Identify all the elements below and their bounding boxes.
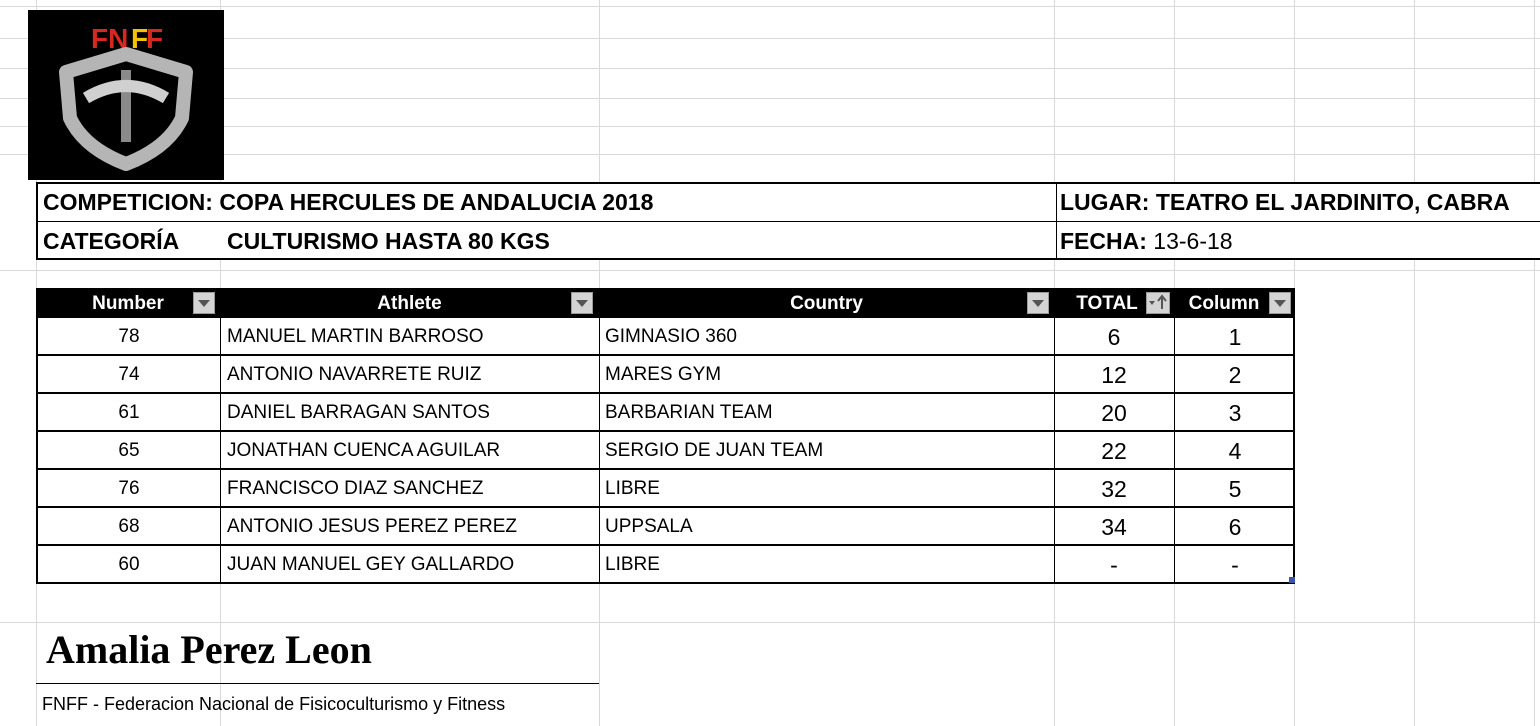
- cell-total[interactable]: 12: [1101, 362, 1127, 388]
- cell-total[interactable]: -: [1110, 552, 1118, 578]
- fecha-label: FECHA:: [1060, 228, 1147, 254]
- table-row[interactable]: [38, 508, 1293, 546]
- column-header-country-label: Country: [790, 293, 863, 314]
- svg-text:F: F: [131, 23, 149, 54]
- fnff-logo: [28, 10, 224, 180]
- cell-athlete[interactable]: MANUEL MARTIN BARROSO: [227, 326, 484, 347]
- table-body: [36, 318, 1295, 584]
- svg-text:F: F: [146, 23, 164, 54]
- filter-dropdown-icon[interactable]: [1027, 292, 1049, 314]
- competition-line: [43, 189, 653, 216]
- lugar-value: TEATRO EL JARDINITO, CABRA: [1155, 189, 1510, 215]
- cell-country[interactable]: GIMNASIO 360: [605, 326, 737, 347]
- cell-athlete[interactable]: FRANCISCO DIAZ SANCHEZ: [227, 478, 484, 499]
- competicion-label: COMPETICION:: [43, 189, 213, 215]
- cell-column[interactable]: 2: [1228, 362, 1242, 388]
- filter-dropdown-icon[interactable]: [1269, 292, 1291, 314]
- cell-country[interactable]: UPPSALA: [605, 516, 693, 537]
- cell-total[interactable]: 6: [1107, 324, 1121, 350]
- column-header-number-label: Number: [92, 293, 164, 314]
- cell-column[interactable]: 1: [1228, 324, 1242, 350]
- table-row[interactable]: [38, 318, 1293, 356]
- fecha-value: 13-6-18: [1153, 228, 1233, 254]
- table-header: [36, 288, 1295, 318]
- table-row[interactable]: [38, 546, 1293, 584]
- cell-number[interactable]: 68: [118, 516, 140, 537]
- column-header-column[interactable]: [1174, 288, 1274, 318]
- cell-athlete[interactable]: JONATHAN CUENCA AGUILAR: [227, 440, 501, 461]
- cell-athlete[interactable]: ANTONIO NAVARRETE RUIZ: [227, 364, 482, 385]
- cell-total[interactable]: 22: [1101, 438, 1127, 464]
- cell-athlete[interactable]: DANIEL BARRAGAN SANTOS: [227, 402, 490, 423]
- cell-column[interactable]: 5: [1228, 476, 1242, 502]
- cell-total[interactable]: 32: [1101, 476, 1127, 502]
- federation-name: FNFF - Federacion Nacional de Fisicoculturismo y Fitness: [42, 694, 506, 714]
- competicion-value: COPA HERCULES DE ANDALUCIA 2018: [219, 189, 654, 215]
- column-header-country[interactable]: [599, 288, 1054, 318]
- column-header-total[interactable]: [1054, 288, 1160, 318]
- column-header-total-label: TOTAL: [1076, 293, 1138, 314]
- cell-number[interactable]: 65: [118, 440, 140, 461]
- table-row[interactable]: [38, 394, 1293, 432]
- signature-name: Amalia Perez Leon: [46, 627, 372, 672]
- table-row[interactable]: [38, 356, 1293, 394]
- cell-number[interactable]: 60: [118, 554, 140, 575]
- cell-number[interactable]: 74: [118, 364, 140, 385]
- cell-country[interactable]: LIBRE: [605, 478, 660, 499]
- column-header-athlete-label: Athlete: [377, 293, 442, 314]
- table-row[interactable]: [38, 470, 1293, 508]
- table-resize-handle[interactable]: [1289, 577, 1295, 583]
- categoria-label: CATEGORÍA: [43, 228, 180, 254]
- filter-dropdown-icon[interactable]: [571, 292, 593, 314]
- categoria-value: CULTURISMO HASTA 80 KGS: [227, 228, 550, 254]
- cell-country[interactable]: SERGIO DE JUAN TEAM: [605, 440, 824, 461]
- cell-athlete[interactable]: ANTONIO JESUS PEREZ PEREZ: [227, 516, 517, 537]
- cell-total[interactable]: 34: [1101, 514, 1127, 540]
- cell-number[interactable]: 61: [118, 402, 140, 423]
- table-row[interactable]: [38, 432, 1293, 470]
- lugar-label: LUGAR:: [1060, 189, 1150, 215]
- column-header-athlete[interactable]: [220, 288, 599, 318]
- svg-text:FN: FN: [91, 23, 129, 54]
- sort-ascending-icon[interactable]: [1146, 292, 1170, 314]
- cell-country[interactable]: BARBARIAN TEAM: [605, 402, 773, 423]
- cell-country[interactable]: LIBRE: [605, 554, 660, 575]
- cell-number[interactable]: 76: [118, 478, 140, 499]
- cell-column[interactable]: 6: [1228, 514, 1242, 540]
- column-header-column-label: Column: [1188, 293, 1260, 314]
- cell-country[interactable]: MARES GYM: [605, 364, 722, 385]
- cell-column[interactable]: 3: [1228, 400, 1242, 426]
- signature-line: [36, 683, 599, 684]
- cell-total[interactable]: 20: [1101, 400, 1127, 426]
- cell-column[interactable]: 4: [1228, 438, 1242, 464]
- cell-athlete[interactable]: JUAN MANUEL GEY GALLARDO: [227, 554, 515, 575]
- filter-dropdown-icon[interactable]: [193, 292, 215, 314]
- lugar-line: [1060, 189, 1510, 216]
- cell-column[interactable]: -: [1231, 552, 1239, 578]
- cell-number[interactable]: 78: [118, 326, 140, 347]
- fecha-line: [1060, 228, 1233, 255]
